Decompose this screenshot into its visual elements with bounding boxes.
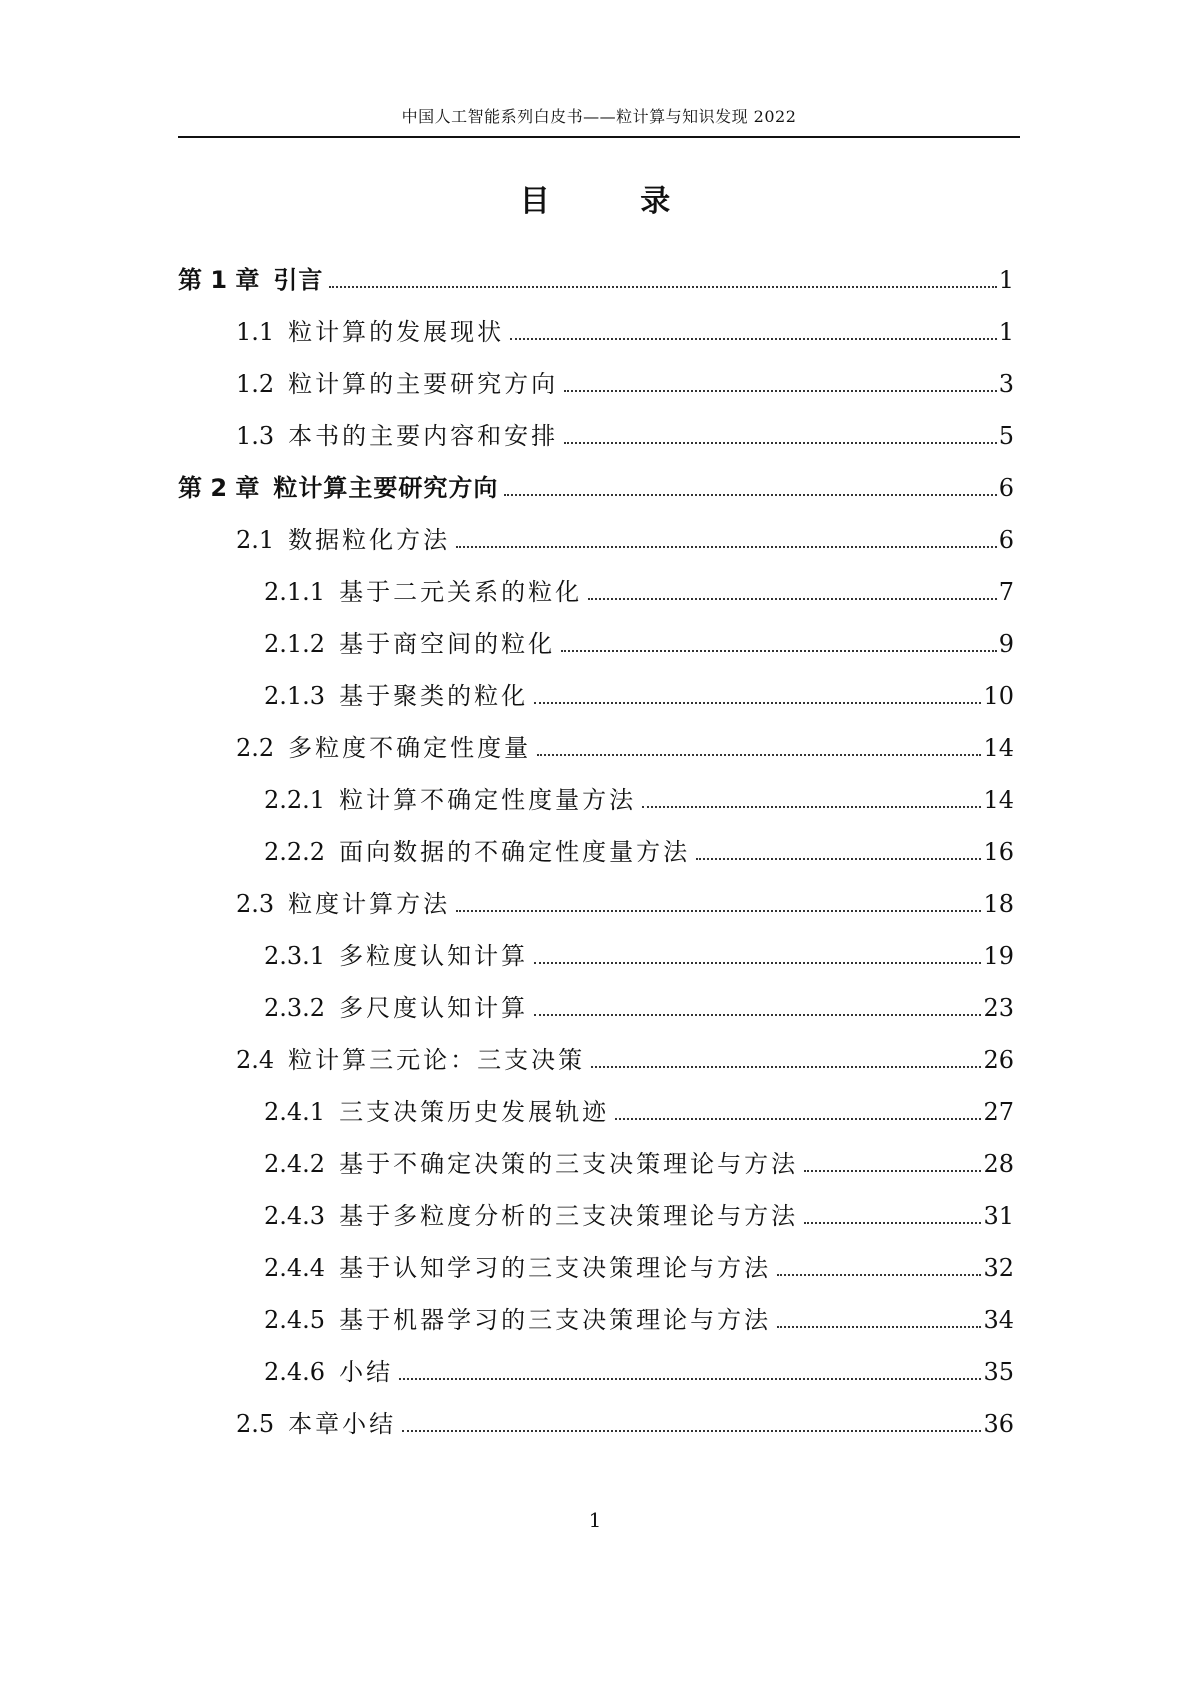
toc-entry-page: 1 xyxy=(998,318,1014,346)
toc-entry[interactable] xyxy=(0,1394,1190,1446)
toc-entry-number: 2.1.1 xyxy=(264,578,326,606)
toc-entry-number: 2.3 xyxy=(236,890,275,918)
toc-entry[interactable] xyxy=(0,1030,1190,1082)
header-rule xyxy=(178,136,1020,138)
dot-leader xyxy=(777,1326,981,1328)
toc-entry-page: 5 xyxy=(998,422,1014,450)
toc-entry-page: 3 xyxy=(998,370,1014,398)
toc-entry[interactable] xyxy=(0,302,1190,354)
dot-leader xyxy=(456,546,997,548)
toc-entry-title: 基于认知学习的三支决策理论与方法 xyxy=(339,1254,772,1282)
toc-entry[interactable] xyxy=(0,1134,1190,1186)
toc-entry-page: 6 xyxy=(998,474,1014,502)
toc-entry-number: 2.4.4 xyxy=(264,1254,326,1282)
dot-leader xyxy=(804,1170,981,1172)
dot-leader xyxy=(777,1274,981,1276)
toc-entry-title: 三支决策历史发展轨迹 xyxy=(339,1098,610,1126)
toc-entry-page: 7 xyxy=(998,578,1014,606)
toc-entry[interactable] xyxy=(0,666,1190,718)
toc-entry-number: 1.2 xyxy=(236,370,275,398)
toc-entry-number: 2.4.3 xyxy=(264,1202,326,1230)
toc-entry-page: 6 xyxy=(998,526,1014,554)
toc-entry-title: 本章小结 xyxy=(288,1410,397,1438)
toc-entry-title: 基于机器学习的三支决策理论与方法 xyxy=(339,1306,772,1334)
toc-entry[interactable] xyxy=(0,770,1190,822)
dot-leader xyxy=(564,442,997,444)
toc-entry-page: 18 xyxy=(983,890,1014,918)
toc-entry-page: 23 xyxy=(983,994,1014,1022)
toc-entry-number: 2.4.1 xyxy=(264,1098,326,1126)
toc-entry-title: 粒计算的发展现状 xyxy=(288,318,505,346)
dot-leader xyxy=(534,1014,981,1016)
dot-leader xyxy=(504,494,996,496)
toc-entry[interactable] xyxy=(0,1082,1190,1134)
toc-entry-number: 第 1 章 xyxy=(178,266,260,294)
dot-leader xyxy=(534,702,981,704)
toc-entry-page: 9 xyxy=(998,630,1014,658)
toc-entry-number: 2.4.6 xyxy=(264,1358,326,1386)
toc-entry-title: 基于多粒度分析的三支决策理论与方法 xyxy=(339,1202,799,1230)
toc-entry-page: 19 xyxy=(983,942,1014,970)
dot-leader xyxy=(696,858,981,860)
toc-entry-title: 小结 xyxy=(339,1358,394,1386)
toc-entry[interactable] xyxy=(0,1238,1190,1290)
toc-entry-title: 引言 xyxy=(273,266,324,294)
dot-leader xyxy=(564,390,997,392)
toc-entry-page: 1 xyxy=(998,266,1014,294)
dot-leader xyxy=(399,1378,981,1380)
toc-entry-number: 1.1 xyxy=(236,318,275,346)
toc-entry-title: 多尺度认知计算 xyxy=(339,994,529,1022)
toc-entry-page: 14 xyxy=(983,734,1014,762)
toc-entry[interactable] xyxy=(0,874,1190,926)
dot-leader xyxy=(804,1222,981,1224)
dot-leader xyxy=(642,806,981,808)
toc-entry[interactable] xyxy=(0,822,1190,874)
running-header: 中国人工智能系列白皮书——粒计算与知识发现 2022 xyxy=(401,107,797,126)
toc-entry-number: 2.5 xyxy=(236,1410,275,1438)
dot-leader xyxy=(329,286,996,288)
dot-leader xyxy=(510,338,997,340)
toc-entry-number: 2.4.2 xyxy=(264,1150,326,1178)
table-of-contents xyxy=(0,250,1190,1446)
toc-entry-title: 粒度计算方法 xyxy=(288,890,451,918)
dot-leader xyxy=(561,650,997,652)
toc-entry-page: 28 xyxy=(983,1150,1014,1178)
toc-entry-page: 36 xyxy=(983,1410,1014,1438)
toc-entry-page: 27 xyxy=(983,1098,1014,1126)
toc-entry[interactable] xyxy=(0,510,1190,562)
dot-leader xyxy=(456,910,981,912)
toc-entry-number: 2.1.2 xyxy=(264,630,326,658)
toc-entry-title: 基于聚类的粒化 xyxy=(339,682,529,710)
toc-entry-title: 本书的主要内容和安排 xyxy=(288,422,559,450)
dot-leader xyxy=(402,1430,981,1432)
toc-entry-title: 粒计算三元论：三支决策 xyxy=(288,1046,586,1074)
toc-entry-number: 2.1 xyxy=(236,526,275,554)
toc-entry[interactable] xyxy=(0,1186,1190,1238)
page-number: 1 xyxy=(588,1508,602,1532)
toc-entry-title: 粒计算主要研究方向 xyxy=(273,474,499,502)
toc-entry-number: 2.4.5 xyxy=(264,1306,326,1334)
toc-entry-title: 多粒度认知计算 xyxy=(339,942,529,970)
toc-title: 目 录 xyxy=(519,184,711,219)
toc-entry-page: 16 xyxy=(983,838,1014,866)
toc-entry-number: 2.2.1 xyxy=(264,786,326,814)
toc-entry-page: 32 xyxy=(983,1254,1014,1282)
toc-entry[interactable] xyxy=(0,1342,1190,1394)
toc-entry-title: 粒计算的主要研究方向 xyxy=(288,370,559,398)
toc-entry-title: 多粒度不确定性度量 xyxy=(288,734,532,762)
toc-entry-title: 基于二元关系的粒化 xyxy=(339,578,583,606)
toc-entry-number: 2.2 xyxy=(236,734,275,762)
toc-entry-page: 26 xyxy=(983,1046,1014,1074)
toc-entry[interactable] xyxy=(0,406,1190,458)
toc-entry-title: 基于商空间的粒化 xyxy=(339,630,556,658)
toc-entry[interactable] xyxy=(0,562,1190,614)
toc-entry-title: 数据粒化方法 xyxy=(288,526,451,554)
toc-entry-number: 2.3.1 xyxy=(264,942,326,970)
toc-entry-number: 2.4 xyxy=(236,1046,275,1074)
dot-leader xyxy=(591,1066,981,1068)
dot-leader xyxy=(534,962,981,964)
toc-entry[interactable] xyxy=(0,926,1190,978)
toc-entry[interactable] xyxy=(0,614,1190,666)
toc-entry-page: 35 xyxy=(983,1358,1014,1386)
toc-entry-title: 基于不确定决策的三支决策理论与方法 xyxy=(339,1150,799,1178)
dot-leader xyxy=(588,598,997,600)
toc-entry-page: 34 xyxy=(983,1306,1014,1334)
toc-entry[interactable] xyxy=(0,250,1190,302)
toc-entry[interactable] xyxy=(0,978,1190,1030)
toc-entry[interactable] xyxy=(0,1290,1190,1342)
dot-leader xyxy=(537,754,981,756)
toc-entry-title: 面向数据的不确定性度量方法 xyxy=(339,838,691,866)
toc-entry-number: 2.1.3 xyxy=(264,682,326,710)
toc-entry-number: 1.3 xyxy=(236,422,275,450)
toc-entry-number: 第 2 章 xyxy=(178,474,260,502)
dot-leader xyxy=(615,1118,981,1120)
toc-entry-page: 14 xyxy=(983,786,1014,814)
toc-entry[interactable] xyxy=(0,354,1190,406)
toc-entry-page: 31 xyxy=(983,1202,1014,1230)
toc-entry-title: 粒计算不确定性度量方法 xyxy=(339,786,637,814)
toc-entry-number: 2.3.2 xyxy=(264,994,326,1022)
toc-entry-page: 10 xyxy=(983,682,1014,710)
toc-entry[interactable] xyxy=(0,458,1190,510)
toc-entry[interactable] xyxy=(0,718,1190,770)
toc-entry-number: 2.2.2 xyxy=(264,838,326,866)
